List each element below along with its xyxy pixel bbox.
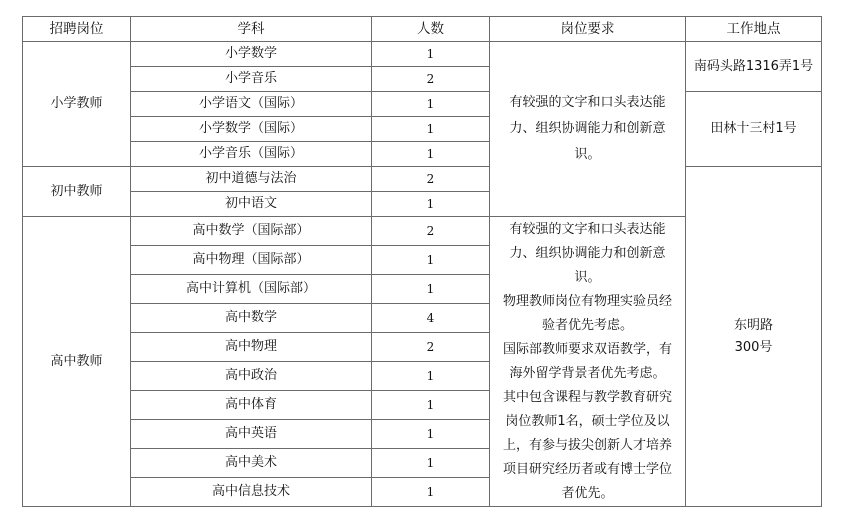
header-subject: 学科 xyxy=(131,17,372,42)
location-1: 南码头路1316弄1号 xyxy=(686,42,822,92)
group-senior: 高中教师 xyxy=(23,217,131,507)
header-requirements: 岗位要求 xyxy=(490,17,686,42)
requirement-line: 识。 xyxy=(574,269,601,285)
header-location: 工作地点 xyxy=(686,17,822,42)
location-3-line: 300号 xyxy=(734,339,773,355)
requirement-line: 岗位教师1名，硕士学位及以 xyxy=(505,413,670,429)
table-row xyxy=(23,42,822,67)
subject-cell: 高中信息技术 xyxy=(131,478,372,507)
group-primary: 小学教师 xyxy=(23,42,131,167)
count-cell: 1 xyxy=(372,42,490,67)
count-cell: 1 xyxy=(372,449,490,478)
count-cell: 1 xyxy=(372,92,490,117)
count-cell: 1 xyxy=(372,246,490,275)
subject-cell: 小学数学（国际） xyxy=(131,117,372,142)
count-cell: 1 xyxy=(372,275,490,304)
requirement-line: 验者优先考虑。 xyxy=(541,317,633,333)
subject-cell: 高中计算机（国际部） xyxy=(131,275,372,304)
location-2: 田林十三村1号 xyxy=(686,92,822,167)
count-cell: 2 xyxy=(372,167,490,192)
count-cell: 1 xyxy=(372,420,490,449)
recruitment-table xyxy=(22,16,822,507)
subject-cell: 小学音乐（国际） xyxy=(131,142,372,167)
subject-cell: 高中英语 xyxy=(131,420,372,449)
location-3-line: 东明路 xyxy=(733,317,773,333)
requirement-line: 有较强的文字和口头表达能 xyxy=(509,221,666,237)
header-count: 人数 xyxy=(372,17,490,42)
subject-cell: 高中政治 xyxy=(131,362,372,391)
count-cell: 2 xyxy=(372,333,490,362)
count-cell: 1 xyxy=(372,391,490,420)
count-cell: 1 xyxy=(372,117,490,142)
requirement-line: 有较强的文字和口头表达能 xyxy=(509,95,666,110)
subject-cell: 小学音乐 xyxy=(131,67,372,92)
header-row xyxy=(23,17,822,42)
location-3 xyxy=(686,167,822,507)
subject-cell: 高中数学（国际部） xyxy=(131,217,372,246)
count-cell: 2 xyxy=(372,217,490,246)
requirement-line: 项目研究经历者或有博士学位 xyxy=(502,461,672,477)
subject-cell: 初中道德与法治 xyxy=(131,167,372,192)
requirement-line: 力、组织协调能力和创新意 xyxy=(509,121,666,136)
count-cell: 1 xyxy=(372,192,490,217)
requirement-line: 其中包含课程与教学教育研究 xyxy=(502,389,672,405)
count-cell: 1 xyxy=(372,142,490,167)
subject-cell: 高中物理（国际部） xyxy=(131,246,372,275)
requirements-senior xyxy=(490,217,686,507)
subject-cell: 小学语文（国际） xyxy=(131,92,372,117)
requirements-primary-junior xyxy=(490,42,686,217)
subject-cell: 高中美术 xyxy=(131,449,372,478)
count-cell: 1 xyxy=(372,478,490,507)
subject-cell: 高中数学 xyxy=(131,304,372,333)
subject-cell: 高中体育 xyxy=(131,391,372,420)
table-row xyxy=(23,167,822,192)
table-row xyxy=(23,92,822,117)
subject-cell: 初中语文 xyxy=(131,192,372,217)
recruitment-table-wrapper xyxy=(22,16,822,507)
subject-cell: 小学数学 xyxy=(131,42,372,67)
requirement-line: 物理教师岗位有物理实验员经 xyxy=(502,293,672,309)
requirement-line: 国际部教师要求双语教学，有 xyxy=(502,341,672,357)
count-cell: 2 xyxy=(372,67,490,92)
group-junior: 初中教师 xyxy=(23,167,131,217)
subject-cell: 高中物理 xyxy=(131,333,372,362)
requirement-line: 海外留学背景者优先考虑。 xyxy=(509,365,666,381)
requirement-line: 力、组织协调能力和创新意 xyxy=(509,245,666,261)
count-cell: 1 xyxy=(372,362,490,391)
header-position: 招聘岗位 xyxy=(23,17,131,42)
requirement-line: 者优先。 xyxy=(561,485,614,501)
count-cell: 4 xyxy=(372,304,490,333)
requirement-line: 上，有参与拔尖创新人才培养 xyxy=(502,437,672,453)
requirement-line: 识。 xyxy=(574,147,601,162)
